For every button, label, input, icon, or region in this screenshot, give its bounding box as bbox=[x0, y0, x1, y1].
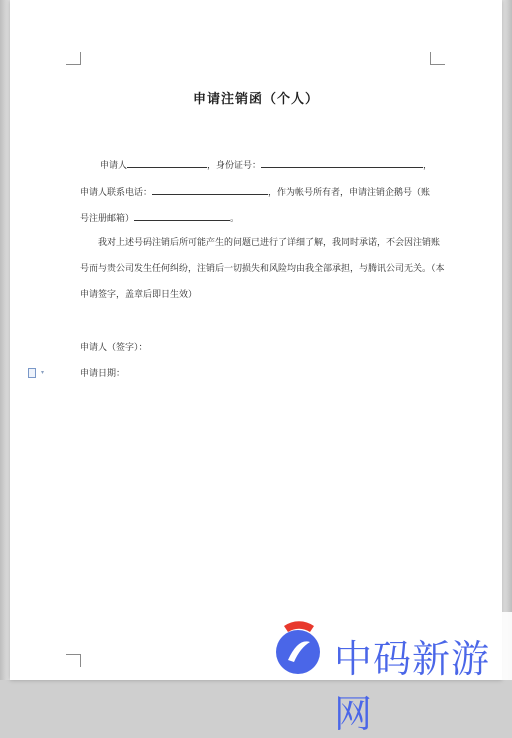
statement-line-1: 我对上述号码注销后所可能产生的问题已进行了详细了解，我同时承诺，不会因注销账 bbox=[98, 238, 441, 248]
chevron-down-icon[interactable]: ▾ bbox=[41, 369, 45, 376]
phone-blank bbox=[152, 185, 268, 195]
email-period: 。 bbox=[230, 214, 240, 224]
watermark-text: 中码新游网 bbox=[334, 637, 491, 736]
email-blank bbox=[134, 211, 230, 221]
id-number-label: ，身份证号： bbox=[207, 161, 262, 171]
phone-line bbox=[80, 185, 430, 199]
email-line bbox=[80, 211, 239, 225]
document-title: 申请注销函（个人） bbox=[192, 92, 319, 107]
applicant-line bbox=[100, 158, 432, 172]
applicant-name-blank bbox=[127, 158, 207, 168]
viewer-frame-right bbox=[502, 0, 512, 680]
corner-mark-bottom-left bbox=[66, 654, 81, 667]
applicant-label: 申请人 bbox=[100, 161, 128, 171]
id-number-blank bbox=[261, 158, 423, 168]
statement-line-2: 号而与贵公司发生任何纠纷，注销后一切损失和风险均由我全部承担，与腾讯公司无关。（本 bbox=[80, 264, 445, 274]
email-label: 号注册邮箱） bbox=[80, 214, 135, 224]
document-icon[interactable] bbox=[28, 368, 36, 378]
corner-mark-top-right bbox=[430, 52, 445, 65]
phone-label: 申请人联系电话： bbox=[80, 188, 153, 198]
viewer-frame-left bbox=[0, 0, 10, 680]
statement-line-3: 申请签字，盖章后即日生效） bbox=[80, 290, 198, 300]
document-page bbox=[10, 0, 502, 680]
watermark-logo-icon bbox=[270, 620, 326, 676]
date-label: 申请日期： bbox=[80, 369, 126, 379]
corner-mark-top-left bbox=[66, 52, 81, 65]
line1-comma: ， bbox=[423, 161, 433, 171]
signature-label: 申请人（签字）： bbox=[80, 343, 148, 353]
account-owner-text: ，作为帐号所有者，申请注销企鹅号（账 bbox=[268, 188, 431, 198]
